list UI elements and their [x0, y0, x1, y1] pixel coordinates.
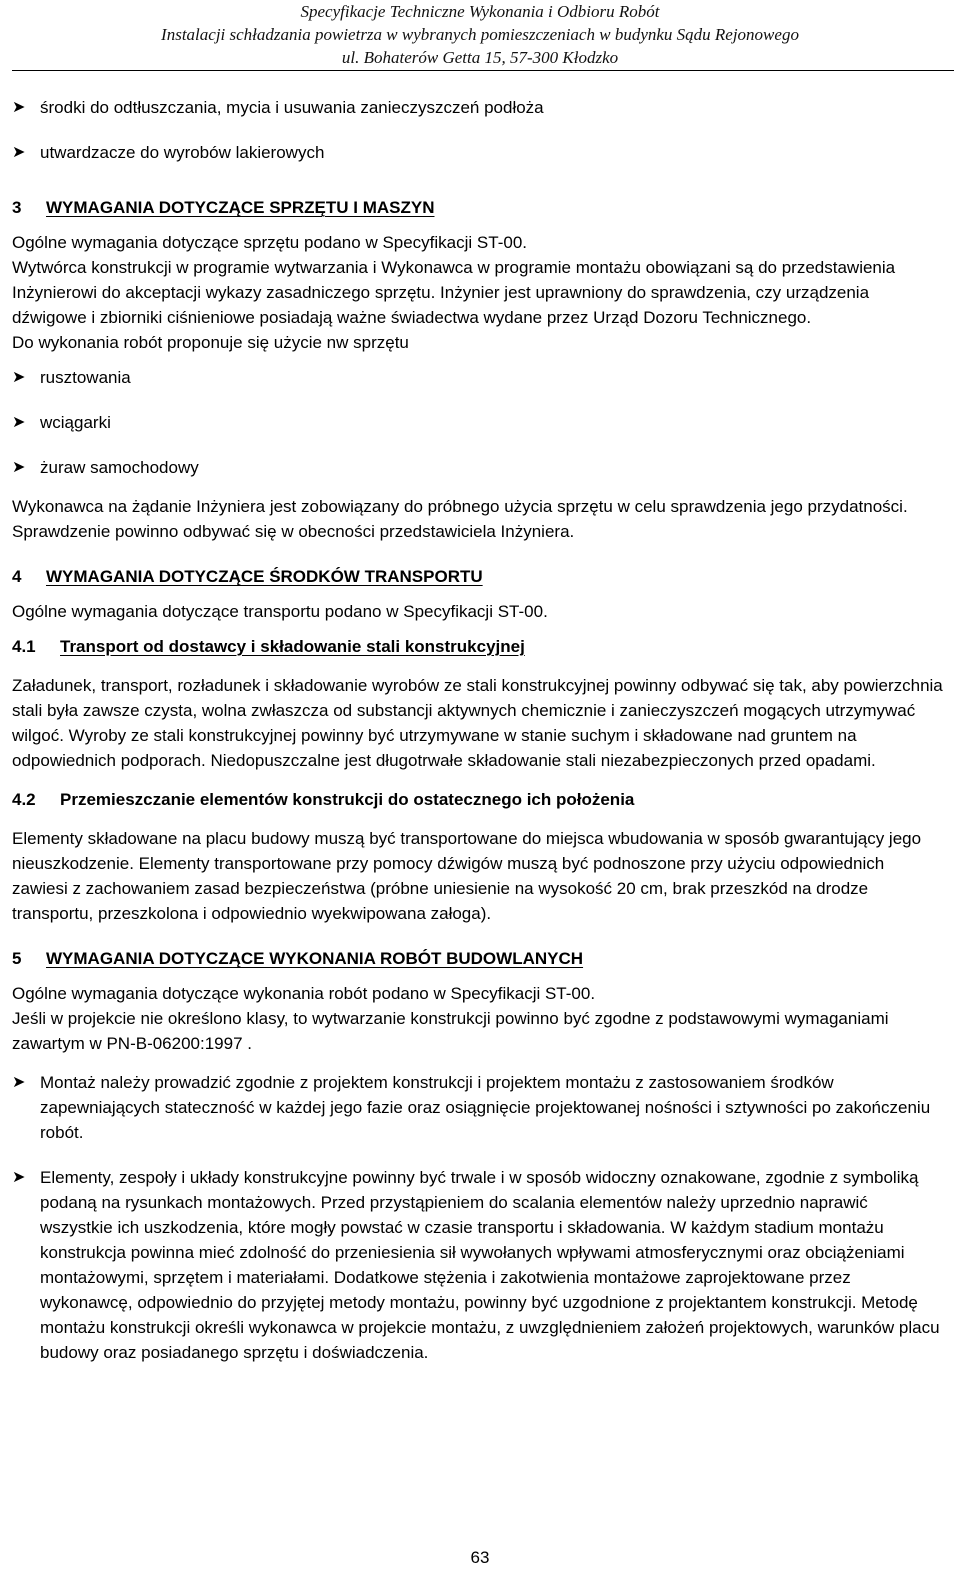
arrow-bullet-icon: ➤ — [12, 459, 26, 476]
paragraph: Ogólne wymagania dotyczące sprzętu podano w Specyfikacji ST-00. — [12, 233, 527, 252]
paragraph: Wytwórca konstrukcji w programie wytwarzania i Wykonawca w programie montażu obowiązani są do przedstawienia Inżynierowi do akceptacji wykazy zasadniczego sprzętu. Inżynier jest uprawniony do sprawdzenia, czy urządzenia dźwigowe i zbiorniki ciśnieniowe posiadają ważne świadectwa wydane przez Urząd Dozoru Technicznego. — [12, 258, 896, 327]
list-item: ➤ wciągarki — [12, 410, 944, 435]
arrow-bullet-icon: ➤ — [12, 414, 26, 431]
paragraph: Ogólne wymagania dotyczące transportu podano w Specyfikacji ST-00. — [12, 602, 548, 621]
list-item: ➤ utwardzacze do wyrobów lakierowych — [12, 140, 944, 165]
paragraph: Ogólne wymagania dotyczące wykonania robót podano w Specyfikacji ST-00. — [12, 984, 596, 1003]
section-3-heading: 3 WYMAGANIA DOTYCZĄCE SPRZĘTU I MASZYN — [12, 198, 435, 217]
list-item: ➤ żuraw samochodowy — [12, 455, 944, 480]
arrow-bullet-icon: ➤ — [12, 99, 26, 116]
list-item: ➤ Elementy, zespoły i układy konstrukcyjne powinny być trwale i w sposób widoczny oznakowane, zgodnie z symboliką podaną na rysunkach montażowych. Przed przystąpieniem do scalania elementów należy uprzednio naprawić wszystkie ich uszkodzenia, które mogły powstać w czasie transportu i składowania. W każdym stadium montażu konstrukcja powinna mieć zdolność do przeniesienia sił wywołanych wpływami atmosferycznymi oraz obciążeniami montażowymi, sprzętem i materiałami. Dodatkowe stężenia i zakotwienia montażowe zaprojektowane przez wykonawcę, odpowiednio do przyjętej metody montażu, powinny być uzgodnione z projektantem konstrukcji. Metodę montażu konstrukcji określi wykonawca w projekcie montażu, z uwzględnieniem założeń projektowych, warunków placu budowy oraz posiadanego sprzętu i doświadczenia. — [12, 1165, 944, 1365]
paragraph: Do wykonania robót proponuje się użycie nw sprzętu — [12, 333, 409, 352]
list-item: ➤ Montaż należy prowadzić zgodnie z projektem konstrukcji i projektem montażu z zastosowaniem środków zapewniających stateczność w każdej jego fazie oraz osiągnięcie projektowanej nośności i sztywności po zakończeniu robót. — [12, 1070, 944, 1145]
subsection-4-1-heading: 4.1 Transport od dostawcy i składowanie stali konstrukcyjnej — [12, 637, 525, 656]
document-body — [12, 95, 944, 1365]
page-number: 63 — [470, 1548, 490, 1567]
subsection-4-2-heading: 4.2 Przemieszczanie elementów konstrukcji do ostatecznego ich położenia — [12, 790, 635, 809]
arrow-bullet-icon: ➤ — [12, 144, 26, 161]
header-divider — [12, 70, 954, 71]
header-subtitle: Instalacji schładzania powietrza w wybranych pomieszczeniach w budynku Sądu Rejonowego — [161, 25, 799, 44]
arrow-bullet-icon: ➤ — [12, 1074, 26, 1091]
paragraph: Załadunek, transport, rozładunek i składowanie wyrobów ze stali konstrukcyjnej powinny odbywać się tak, aby powierzchnia stali była zawsze czysta, wolna zwłaszcza od substancji aktywnych chemicznie i zanieczyszczeń mogących utrzymywać wilgoć. Wyroby ze stali konstrukcyjnej powinny być utrzymywane w stanie suchym i składowane nad gruntem na odpowiednich podporach. Niedopuszczalne jest długotrwałe składowanie stali niezabezpieczonych przed opadami. — [12, 676, 943, 770]
list-item: ➤ środki do odtłuszczania, mycia i usuwania zanieczyszczeń podłoża — [12, 95, 944, 120]
section-4-heading: 4 WYMAGANIA DOTYCZĄCE ŚRODKÓW TRANSPORTU — [12, 567, 483, 586]
header-title: Specyfikacje Techniczne Wykonania i Odbioru Robót — [300, 2, 660, 21]
list-item: ➤ rusztowania — [12, 365, 944, 390]
paragraph: Jeśli w projekcie nie określono klasy, to wytwarzanie konstrukcji powinno być zgodne z podstawowymi wymaganiami zawartym w PN-B-06200:1997 . — [12, 1009, 889, 1053]
paragraph: Wykonawca na żądanie Inżyniera jest zobowiązany do próbnego użycia sprzętu w celu sprawdzenia jego przydatności. Sprawdzenie powinno odbywać się w obecności przedstawiciela Inżyniera. — [12, 497, 908, 541]
section-5-heading: 5 WYMAGANIA DOTYCZĄCE WYKONANIA ROBÓT BUDOWLANYCH — [12, 949, 584, 968]
header-address: ul. Bohaterów Getta 15, 57-300 Kłodzko — [341, 48, 619, 67]
arrow-bullet-icon: ➤ — [12, 1169, 26, 1186]
arrow-bullet-icon: ➤ — [12, 369, 26, 386]
paragraph: Elementy składowane na placu budowy muszą być transportowane do miejsca wbudowania w sposób gwarantujący jego nieuszkodzenie. Elementy transportowane przy pomocy dźwigów muszą być podnoszone przy użyciu odpowiednich zawiesi z zachowaniem zasad bezpieczeństwa (próbne uniesienie na wysokość 20 cm, brak przeszkód na drodze transportu, przeszkolona i odpowiednio wyekwipowana załoga). — [12, 829, 922, 923]
